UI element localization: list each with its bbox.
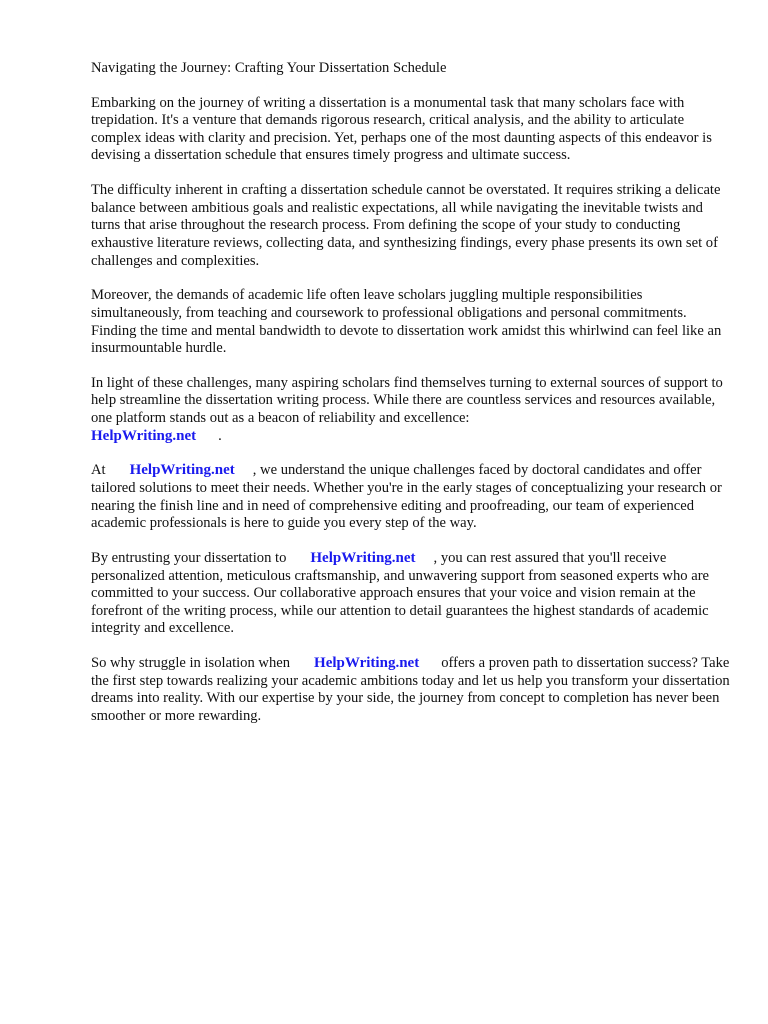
paragraph-support [91,375,731,445]
paragraph-entrusting-text: , you can rest assured that you'll receive personalized attention, meticulous craftsmanship, and unwavering support from seasoned experts who are committed to your success. Our collaborative approach ensures that your voice and vision remain at the forefront of the writing process, while our attention to detail guarantees the highest standards of academic integrity and excellence. [91,550,710,637]
paragraph-why-struggle [91,655,731,725]
paragraph-why-text: offers a proven path to dissertation success? Take the first step towards realizing your academic ambitions today and let us help you transform your dissertation dreams into reality. With our expertise by your side, the journey from concept to completion has never been smoother or more rewarding. [91,655,730,724]
paragraph-at-text: , we understand the unique challenges faced by doctoral candidates and offer tailored solutions to meet their needs. Whether you're in the early stages of conceptualizing your research or nearing the finish line and in need of comprehensive editing and proofreading, our team of experienced academic professionals is here to guide you every step of the way. [91,462,722,532]
paragraph-support-period: . [218,427,222,444]
helpwriting-link-2[interactable]: HelpWriting.net [129,462,235,479]
helpwriting-link-3[interactable]: HelpWriting.net [310,550,416,566]
helpwriting-link-4[interactable]: HelpWriting.net [314,655,420,672]
paragraph-difficulty: The difficulty inherent in crafting a dissertation schedule cannot be overstated. It requires striking a delicate balance between ambitious goals and realistic expectations, all while navigating the inevitable twists and turns that arise throughout the research process. From defining the scope of your study to conducting exhaustive literature reviews, collecting data, and synthesizing findings, every phase presents its own set of challenges and complexities. [91,182,721,269]
helpwriting-link-1[interactable]: HelpWriting.net [91,427,197,444]
paragraph-intro: Embarking on the journey of writing a dissertation is a monumental task that many scholars face with trepidation. It's a venture that demands rigorous research, critical analysis, and the ability to articulate complex ideas with clarity and precision. Yet, perhaps one of the most daunting aspects of this endeavor is devising a dissertation schedule that ensures timely progress and ultimate success. [91,94,712,164]
paragraph-support-text: In light of these challenges, many aspiring scholars find themselves turning to external sources of support to help streamline the dissertation writing process. While there are countless services and resources available, one platform stands out as a beacon of reliability and excellence: [91,374,723,427]
paragraph-at-helpwriting [91,462,731,532]
paragraph-why-prefix: So why struggle in isolation when [91,655,291,672]
paragraph-entrusting-prefix: By entrusting your dissertation to [91,550,287,566]
paragraph-demands: Moreover, the demands of academic life often leave scholars juggling multiple responsibilities simultaneously, from teaching and coursework to professional obligations and personal commitments. Finding the time and mental bandwidth to devote to dissertation work amidst this whirlwind can feel like an insurmountable hurdle. [91,287,722,357]
document-page [91,60,731,743]
paragraph-at-prefix: At [91,462,106,479]
document-title: Navigating the Journey: Crafting Your Dissertation Schedule [91,60,447,76]
paragraph-entrusting [91,550,731,638]
